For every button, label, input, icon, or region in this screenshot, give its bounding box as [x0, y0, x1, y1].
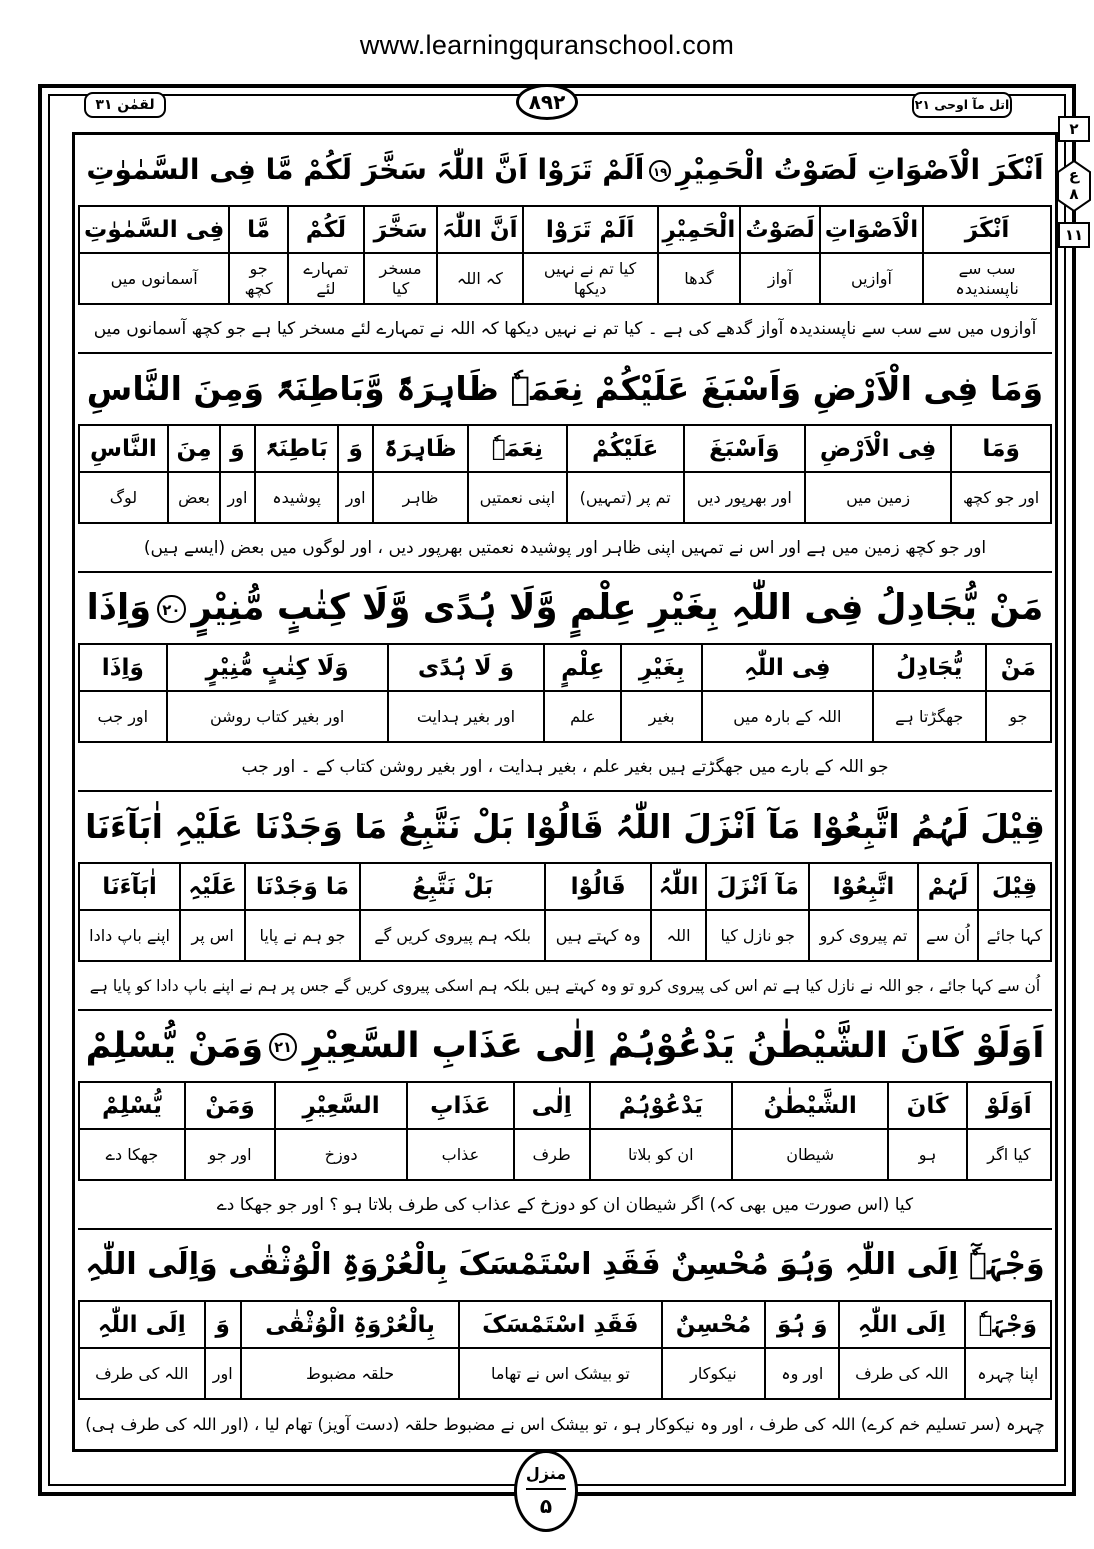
urdu-meaning-cell: آواز	[740, 253, 819, 304]
urdu-meaning-cell: اور	[205, 1348, 241, 1399]
verse-section	[78, 792, 1052, 1011]
urdu-translation-line: آوازوں میں سے سب سے ناپسندیدہ آواز گدھے کی ہے ۔ کیا تم نے نہیں دیکھا کہ اللہ نے تمہارے لئے مسخر کیا ہے جو کچھ آسمانوں میں	[78, 307, 1052, 354]
verse-sections-box	[72, 132, 1058, 1452]
word-table-wrapper	[78, 862, 1052, 964]
arabic-word-cell: یُّجَادِلُ	[873, 644, 986, 691]
urdu-meaning-cell: جو ہم نے پایا	[245, 910, 360, 961]
urdu-meaning-cell: اور جو	[185, 1129, 275, 1180]
verse-section	[78, 354, 1052, 573]
urdu-meanings-row	[79, 1129, 1051, 1180]
arabic-word-cell: لَکُمْ	[288, 206, 364, 253]
page-number-badge: ۸۹۲	[516, 84, 578, 120]
arabic-verse-text: وَمَا فِی الْاَرْضِ وَاَسْبَغَ عَلَیْکُمْ نِعَمَہٗ ظَاہِرَۃً وَّبَاطِنَۃً وَمِنَ النَّاسِ	[86, 369, 1044, 408]
ruku-label: ع	[1068, 166, 1080, 184]
arabic-words-row	[79, 1301, 1051, 1348]
arabic-word-cell: لَصَوْتُ	[740, 206, 819, 253]
arabic-word-cell: اتَّبِعُوْا	[809, 863, 918, 910]
word-by-word-table	[78, 643, 1052, 743]
word-by-word-table	[78, 862, 1052, 962]
urdu-meaning-cell: لوگ	[79, 472, 168, 523]
urdu-meaning-cell: وہ کہتے ہیں	[545, 910, 651, 961]
arabic-verse-run	[87, 354, 1043, 424]
arabic-word-cell: بِالْعُرْوَۃِ الْوُثْقٰی	[241, 1301, 459, 1348]
urdu-meaning-cell: کہ اللہ	[437, 253, 523, 304]
ayah-number-marker: ۲۰	[157, 595, 185, 623]
arabic-word-cell: وَ	[338, 425, 373, 472]
arabic-verse-text: قِیْلَ لَہُمُ اتَّبِعُوْا مَآ اَنْزَلَ اللّٰہُ قَالُوْا بَلْ نَتَّبِعُ مَا وَجَدْنَا عَلَیْہِ اٰبَآءَنَا	[85, 807, 1045, 846]
margin-marker-bottom	[1058, 222, 1090, 248]
urdu-meaning-cell: اور	[338, 472, 373, 523]
urdu-meanings-row	[79, 910, 1051, 961]
arabic-word-cell: مَّا	[229, 206, 287, 253]
word-by-word-table	[78, 205, 1052, 305]
arabic-word-cell: وَلَا کِتٰبٍ مُّنِیْرٍ	[167, 644, 388, 691]
arabic-word-cell: وَجْہَہٗ	[965, 1301, 1051, 1348]
surah-name-label: لقمٰن ۳۱	[84, 92, 166, 118]
arabic-verse-text: وَاِذَا	[86, 587, 152, 628]
ayah-number-marker: ۱۹	[649, 160, 671, 182]
arabic-word-cell: اَلَمْ تَرَوْا	[523, 206, 658, 253]
urdu-meaning-cell: آسمانوں میں	[79, 253, 229, 304]
urdu-translation-line: اُن سے کہا جائے ، جو اللہ نے نازل کیا ہے تم اس کی پیروی کرو تو وہ کہتے ہیں بلکہ ہم اسکی پیروی کریں گے جس پر ہم نے اپنے باپ دادا کو پایا ہے	[78, 964, 1052, 1011]
manzil-number: ۵	[539, 1494, 553, 1518]
margin-marker-top-text: ۲	[1069, 120, 1079, 138]
verse-section	[78, 135, 1052, 354]
arabic-word-cell: بَاطِنَۃً	[255, 425, 339, 472]
word-table-wrapper	[78, 1300, 1052, 1402]
arabic-verse-line	[78, 1230, 1052, 1300]
arabic-verse-run	[85, 792, 1045, 862]
arabic-word-cell: وَمَا	[951, 425, 1051, 472]
para-name-label: اتل مآ اوحی ۲۱	[912, 92, 1012, 118]
word-table-wrapper	[78, 424, 1052, 526]
urdu-meaning-cell: اور بھرپور دیں	[684, 472, 805, 523]
arabic-word-cell: اٰبَآءَنَا	[79, 863, 180, 910]
urdu-meaning-cell: طرف	[514, 1129, 590, 1180]
arabic-word-cell: فَقَدِ اسْتَمْسَکَ	[459, 1301, 661, 1348]
arabic-verse-line	[78, 135, 1052, 205]
urdu-meaning-cell: کیا اگر	[967, 1129, 1051, 1180]
verse-section	[78, 1011, 1052, 1230]
urdu-translation-line: کیا (اس صورت میں بھی کہ) اگر شیطان ان کو دوزخ کے عذاب کی طرف بلاتا ہو ؟ اور جو جھکا دے	[78, 1183, 1052, 1230]
arabic-word-cell: یُّسْلِمْ	[79, 1082, 185, 1129]
urdu-translation-line: چہرہ (سر تسلیم خم کرے) اللہ کی طرف ، اور وہ نیکوکار ہو ، تو بیشک اس نے مضبوط حلقہ (دست آویز) تھام لیا ، (اور اللہ کی طرف ہی)	[85, 1415, 1045, 1434]
arabic-word-cell: مَآ اَنْزَلَ	[706, 863, 809, 910]
arabic-words-row	[79, 644, 1051, 691]
site-url-watermark: www.learningquranschool.com	[359, 30, 735, 60]
word-table-wrapper	[78, 205, 1052, 307]
verse-section	[78, 1230, 1052, 1449]
urdu-meaning-cell: اپنے باپ دادا	[79, 910, 180, 961]
arabic-word-cell: وَمَنْ	[185, 1082, 275, 1129]
arabic-word-cell: النَّاسِ	[79, 425, 168, 472]
arabic-verse-text: اَنْکَرَ الْاَصْوَاتِ لَصَوْتُ الْحَمِیْرِ	[676, 153, 1044, 186]
urdu-meaning-cell: ان کو بلاتا	[590, 1129, 733, 1180]
verse-section	[78, 573, 1052, 792]
urdu-meaning-cell: سب سے ناپسندیدہ	[923, 253, 1051, 304]
arabic-verse-line	[78, 573, 1052, 643]
word-table-wrapper	[78, 1081, 1052, 1183]
urdu-meaning-cell: شیطان	[732, 1129, 888, 1180]
urdu-meaning-cell: اور جو کچھ	[951, 472, 1051, 523]
urdu-meaning-cell: ظاہر	[373, 472, 468, 523]
urdu-meaning-cell: اور جب	[79, 691, 167, 742]
arabic-word-cell: ظَاہِرَۃً	[373, 425, 468, 472]
urdu-meaning-cell: تمہارے لئے	[288, 253, 364, 304]
arabic-word-cell: وَ لَا ہُدًی	[388, 644, 544, 691]
arabic-verse-text: مَنْ یُّجَادِلُ فِی اللّٰہِ بِغَیْرِ عِلْمٍ وَّلَا ہُدًی وَّلَا کِتٰبٍ مُّنِیْرٍ	[191, 587, 1044, 628]
manzil-divider	[526, 1488, 566, 1490]
arabic-word-cell: وَ	[220, 425, 255, 472]
arabic-word-cell: اَنَّ اللّٰہَ	[437, 206, 523, 253]
ruku-marker	[1057, 160, 1091, 212]
arabic-word-cell: قَالُوْا	[545, 863, 651, 910]
arabic-verse-run	[87, 573, 1044, 643]
arabic-verse-text: وَجْہَہٗٓ اِلَی اللّٰہِ وَہُوَ مُحْسِنٌ فَقَدِ اسْتَمْسَکَ بِالْعُرْوَۃِ الْوُثْقٰی وَاِلَی اللّٰہِ	[85, 1247, 1045, 1282]
urdu-meaning-cell: اللہ	[651, 910, 706, 961]
urdu-meaning-cell: عذاب	[407, 1129, 514, 1180]
arabic-word-cell: مَنْ	[986, 644, 1051, 691]
arabic-word-cell: الْحَمِیْرِ	[658, 206, 741, 253]
urdu-meaning-cell: کیا تم نے نہیں دیکھا	[523, 253, 658, 304]
arabic-word-cell: وَاَسْبَغَ	[684, 425, 805, 472]
arabic-word-cell: کَانَ	[888, 1082, 967, 1129]
urdu-meaning-cell: تم پر (تمہیں)	[567, 472, 684, 523]
urdu-meaning-cell: ہو	[888, 1129, 967, 1180]
urdu-meaning-cell: دوزخ	[275, 1129, 407, 1180]
arabic-word-cell: سَخَّرَ	[364, 206, 437, 253]
manzil-marker	[514, 1450, 578, 1532]
arabic-word-cell: بَلْ نَتَّبِعُ	[360, 863, 546, 910]
urdu-meaning-cell: پوشیدہ	[255, 472, 339, 523]
arabic-word-cell: الشَّیْطٰنُ	[732, 1082, 888, 1129]
arabic-word-cell: اَوَلَوْ	[967, 1082, 1051, 1129]
urdu-meaning-cell: اس پر	[180, 910, 245, 961]
urdu-meaning-cell: اور وہ	[765, 1348, 839, 1399]
arabic-words-row	[79, 863, 1051, 910]
ruku-number: ۸	[1069, 185, 1079, 203]
ayah-number-marker: ۲۱	[269, 1033, 297, 1061]
arabic-word-cell: وَ	[205, 1301, 241, 1348]
urdu-meanings-row	[79, 472, 1051, 523]
urdu-translation-line: جو اللہ کے بارے میں جھگڑتے ہیں بغیر علم ، بغیر ہدایت ، اور بغیر روشن کتاب کے ۔ اور جب	[78, 745, 1052, 792]
arabic-word-cell: عَلَیْکُمْ	[567, 425, 684, 472]
urdu-meaning-cell: اللہ کی طرف	[79, 1348, 205, 1399]
urdu-meaning-cell: تو بیشک اس نے تھاما	[459, 1348, 661, 1399]
arabic-verse-text: اَوَلَوْ کَانَ الشَّیْطٰنُ یَدْعُوْہُمْ اِلٰی عَذَابِ السَّعِیْرِ	[302, 1026, 1045, 1066]
urdu-meaning-cell: بعض	[168, 472, 220, 523]
margin-marker-bottom-text: ۱۱	[1064, 226, 1084, 244]
arabic-words-row	[79, 425, 1051, 472]
urdu-meaning-cell: بلکہ ہم پیروی کریں گے	[360, 910, 546, 961]
arabic-word-cell: السَّعِیْرِ	[275, 1082, 407, 1129]
arabic-word-cell: اَنْکَرَ	[923, 206, 1051, 253]
arabic-word-cell: قِیْلَ	[978, 863, 1051, 910]
arabic-word-cell: فِی اللّٰہِ	[702, 644, 873, 691]
urdu-translation-line: اور جو کچھ زمین میں ہے اور اس نے تمہیں اپنی ظاہر اور پوشیدہ نعمتیں بھرپور دیں ، اور لوگوں میں بعض (ایسے ہیں)	[78, 526, 1052, 573]
margin-marker-top	[1058, 116, 1090, 142]
arabic-word-cell: فِی السَّمٰوٰتِ	[79, 206, 229, 253]
urdu-meaning-cell: جو نازل کیا	[706, 910, 809, 961]
urdu-meaning-cell: اپنی نعمتیں	[468, 472, 567, 523]
arabic-word-cell: الْاَصْوَاتِ	[820, 206, 923, 253]
arabic-word-cell: بِغَیْرِ	[621, 644, 701, 691]
urdu-meaning-cell: اور بغیر ہدایت	[388, 691, 544, 742]
word-by-word-table	[78, 424, 1052, 524]
arabic-verse-line	[78, 792, 1052, 862]
urdu-meaning-cell: زمین میں	[805, 472, 951, 523]
arabic-verse-run	[85, 1230, 1044, 1300]
urdu-meaning-cell: اللہ کی طرف	[839, 1348, 964, 1399]
arabic-verse-run	[86, 1011, 1045, 1081]
urdu-meanings-row	[79, 253, 1051, 304]
arabic-word-cell: فِی الْاَرْضِ	[805, 425, 951, 472]
urdu-meaning-cell: کہا جائے	[978, 910, 1051, 961]
arabic-word-cell: عَذَابِ	[407, 1082, 514, 1129]
urdu-meaning-cell: اُن سے	[918, 910, 978, 961]
arabic-verse-line	[78, 1011, 1052, 1081]
arabic-verse-run	[86, 135, 1043, 205]
arabic-word-cell: اِلَی اللّٰہِ	[839, 1301, 964, 1348]
urdu-meaning-cell: اپنا چہرہ	[965, 1348, 1051, 1399]
urdu-meaning-cell: گدھا	[658, 253, 741, 304]
urdu-meaning-cell: علم	[544, 691, 621, 742]
arabic-word-cell: عَلَیْہِ	[180, 863, 245, 910]
word-by-word-table	[78, 1081, 1052, 1181]
arabic-word-cell: وَاِذَا	[79, 644, 167, 691]
urdu-meaning-cell: اور	[220, 472, 255, 523]
arabic-verse-text: وَمَنْ یُّسْلِمْ	[85, 1026, 264, 1066]
urdu-meaning-cell: اور بغیر کتاب روشن	[167, 691, 388, 742]
arabic-word-cell: یَدْعُوْہُمْ	[590, 1082, 733, 1129]
arabic-verse-line	[78, 354, 1052, 424]
urdu-meaning-cell: جھگڑتا ہے	[873, 691, 986, 742]
urdu-meaning-cell: اللہ کے بارہ میں	[702, 691, 873, 742]
arabic-word-cell: مَا وَجَدْنَا	[245, 863, 360, 910]
urdu-meanings-row	[79, 1348, 1051, 1399]
urdu-meaning-cell: تم پیروی کرو	[809, 910, 918, 961]
urdu-meaning-cell: بغیر	[621, 691, 701, 742]
arabic-word-cell: نِعَمَہٗ	[468, 425, 567, 472]
arabic-word-cell: مِنَ	[168, 425, 220, 472]
arabic-word-cell: عِلْمٍ	[544, 644, 621, 691]
arabic-word-cell: اِلٰی	[514, 1082, 590, 1129]
arabic-words-row	[79, 1082, 1051, 1129]
urdu-meaning-cell: جھکا دے	[79, 1129, 185, 1180]
urdu-meaning-cell: آوازیں	[820, 253, 923, 304]
word-table-wrapper	[78, 643, 1052, 745]
urdu-meanings-row	[79, 691, 1051, 742]
arabic-word-cell: اللّٰہُ	[651, 863, 706, 910]
arabic-word-cell: وَ ہُوَ	[765, 1301, 839, 1348]
urdu-meaning-cell: مسخر کیا	[364, 253, 437, 304]
arabic-verse-text: اَلَمْ تَرَوْا اَنَّ اللّٰہَ سَخَّرَ لَکُمْ مَّا فِی السَّمٰوٰتِ	[86, 153, 645, 186]
arabic-word-cell: اِلَی اللّٰہِ	[79, 1301, 205, 1348]
urdu-meaning-cell: نیکوکار	[662, 1348, 766, 1399]
urdu-meaning-cell: جو	[986, 691, 1051, 742]
word-by-word-table	[78, 1300, 1052, 1400]
arabic-words-row	[79, 206, 1051, 253]
arabic-word-cell: لَہُمْ	[918, 863, 978, 910]
arabic-word-cell: مُحْسِنٌ	[662, 1301, 766, 1348]
manzil-label: منزل	[525, 1464, 567, 1483]
urdu-meaning-cell: حلقہ مضبوط	[241, 1348, 459, 1399]
urdu-meaning-cell: جو کچھ	[229, 253, 287, 304]
